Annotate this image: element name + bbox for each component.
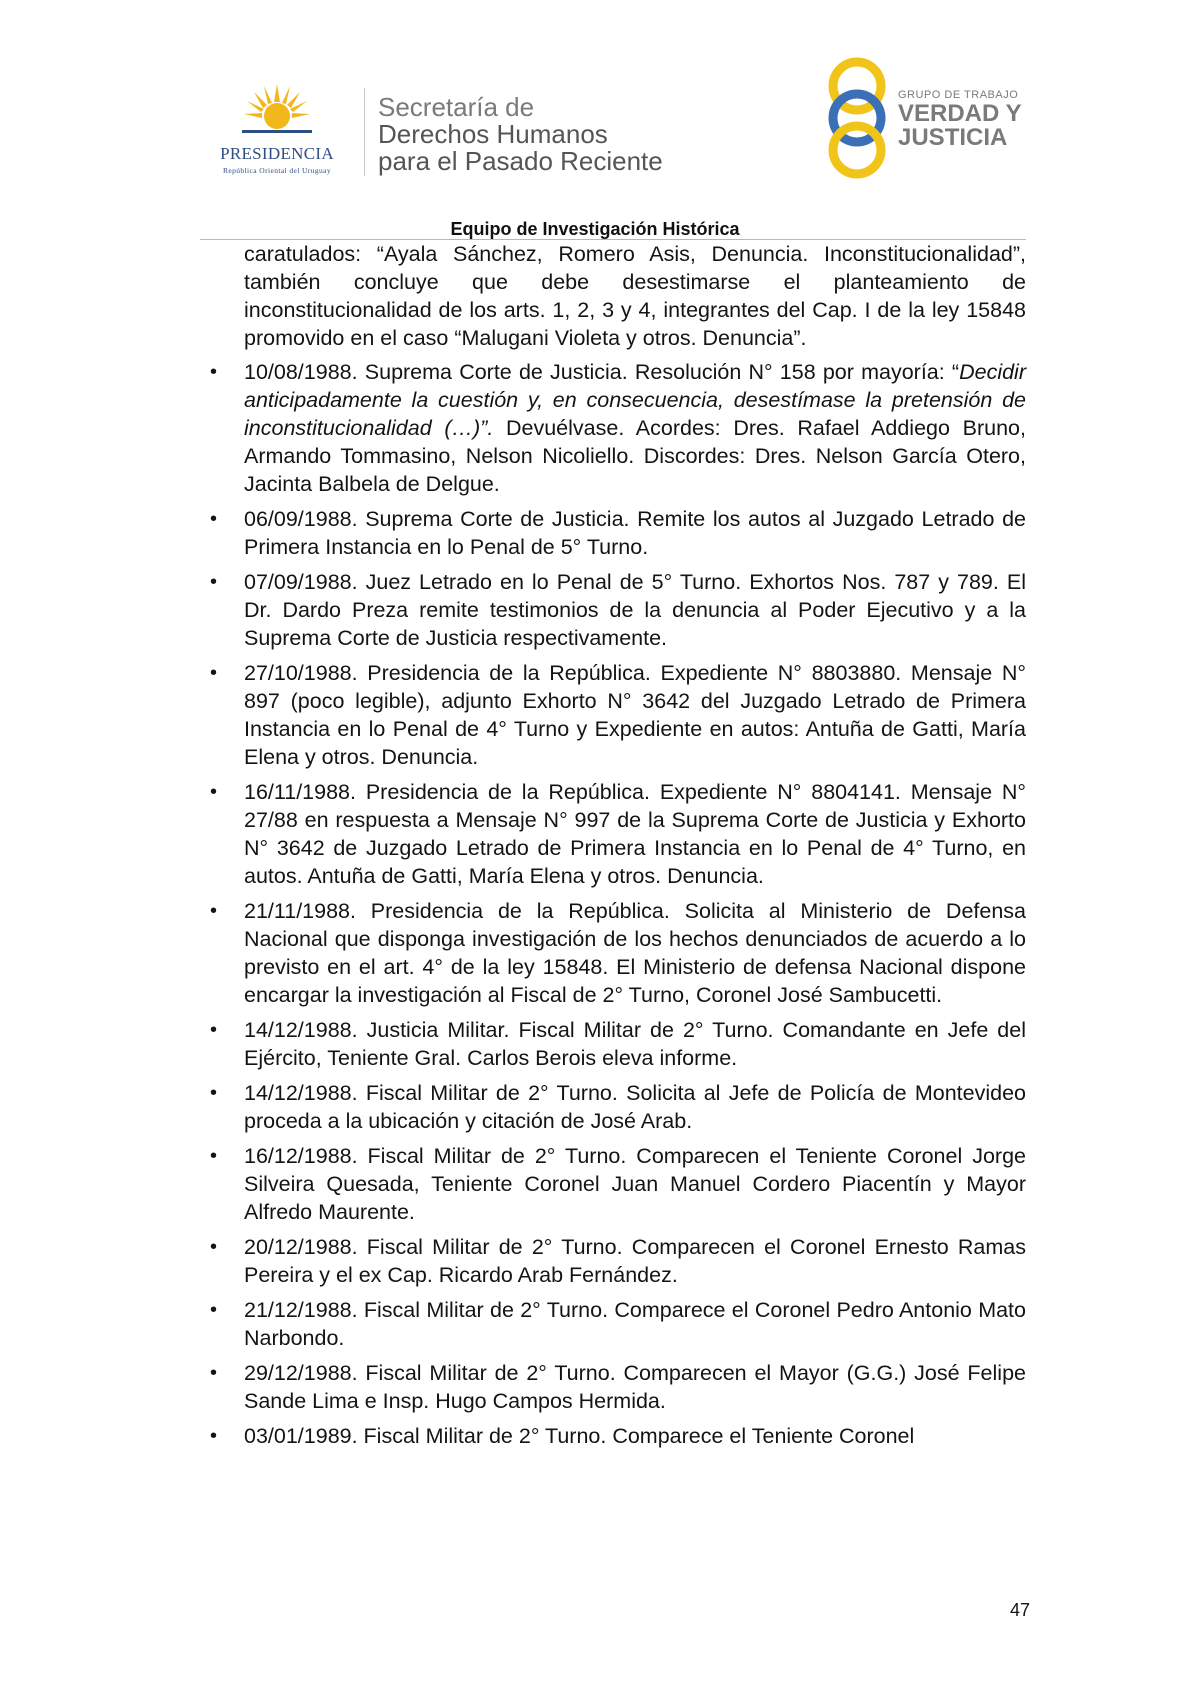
- document-body: [244, 240, 1026, 1457]
- list-item: • 21/12/1988. Fiscal Militar de 2° Turno. Comparece el Coronel Pedro Antonio Mato Narbondo.: [244, 1296, 1026, 1352]
- list-item: • 07/09/1988. Juez Letrado en lo Penal de 5° Turno. Exhortos Nos. 787 y 789. El Dr. Dardo Preza remite testimonios de la denuncia al Poder Ejecutivo y a la Suprema Corte de Justicia respectivamente.: [244, 568, 1026, 652]
- secretaria-line-3: para el Pasado Reciente: [378, 146, 663, 176]
- list-item: • 03/01/1989. Fiscal Militar de 2° Turno. Comparece el Teniente Coronel: [244, 1422, 1026, 1450]
- vj-small-label: GRUPO DE TRABAJO: [898, 89, 1019, 101]
- vj-title-line-2: JUSTICIA: [898, 124, 1008, 151]
- presidencia-logo: [198, 82, 356, 178]
- secretaria-logo-text: [378, 94, 663, 175]
- item-text: Devuélvase. Acordes: Dres. Rafael Addiego Bruno, Armando Tommasino, Nelson Nicoliello. Discordes: Dres. Nelson García Otero, Jacinta Balbela de Delgue.: [244, 416, 1026, 496]
- item-italic-quote: Decidir anticipadamente la cuestión y, en consecuencia, desestímase la pretensión de inconstitucionalidad (…)”.: [244, 360, 1026, 440]
- list-item: • 14/12/1988. Fiscal Militar de 2° Turno. Solicita al Jefe de Policía de Montevideo proceda a la ubicación y citación de José Arab.: [244, 1079, 1026, 1135]
- chronology-list: [244, 358, 1026, 1450]
- page-number: 47: [1009, 1600, 1030, 1620]
- verdad-justicia-logo: [822, 56, 1032, 180]
- secretaria-line-1: Secretaría de: [378, 92, 535, 122]
- vj-title: [898, 102, 1022, 150]
- list-item: • 27/10/1988. Presidencia de la República. Expediente N° 8803880. Mensaje N° 897 (poco legible), adjunto Exhorto N° 3642 del Juzgado Letrado de Primera Instancia en lo Penal de 4° Turno y Expediente en autos: Antuña de Gatti, María Elena y otros. Denuncia.: [244, 659, 1026, 771]
- list-item: • 29/12/1988. Fiscal Militar de 2° Turno. Comparecen el Mayor (G.G.) José Felipe Sande Lima e Insp. Hugo Campos Hermida.: [244, 1359, 1026, 1415]
- sun-icon: [242, 82, 312, 142]
- presidencia-subtitle: República Oriental del Uruguay: [222, 166, 331, 175]
- vj-title-line-1: VERDAD Y: [898, 100, 1022, 127]
- secretaria-line-2: Derechos Humanos: [378, 119, 608, 149]
- list-item: • 06/09/1988. Suprema Corte de Justicia. Remite los autos al Juzgado Letrado de Primera Instancia en lo Penal de 5° Turno.: [244, 505, 1026, 561]
- list-item: • 20/12/1988. Fiscal Militar de 2° Turno. Comparecen el Coronel Ernesto Ramas Pereira y el ex Cap. Ricardo Arab Fernández.: [244, 1233, 1026, 1289]
- list-item: • 16/12/1988. Fiscal Militar de 2° Turno. Comparecen el Teniente Coronel Jorge Silveira Quesada, Teniente Coronel Juan Manuel Cordero Piacentín y Mayor Alfredo Maurente.: [244, 1142, 1026, 1226]
- list-item: [244, 358, 1026, 498]
- list-item: • 21/11/1988. Presidencia de la República. Solicita al Ministerio de Defensa Nacional que disponga investigación de los hechos denunciados de acuerdo a lo previsto en el art. 4° de la ley 15848. El Ministerio de defensa Nacional dispone encargar la investigación al Fiscal de 2° Turno, Coronel José Sambucetti.: [244, 897, 1026, 1009]
- list-item: • 14/12/1988. Justicia Militar. Fiscal Militar de 2° Turno. Comandante en Jefe del Ejército, Teniente Gral. Carlos Berois eleva informe.: [244, 1016, 1026, 1072]
- list-item: • 16/11/1988. Presidencia de la República. Expediente N° 8804141. Mensaje N° 27/88 en respuesta a Mensaje N° 997 de la Suprema Corte de Justicia y Exhorto N° 3642 de Juzgado Letrado de Primera Instancia en lo Penal de 4° Turno, en autos. Antuña de Gatti, María Elena y otros. Denuncia.: [244, 778, 1026, 890]
- header-divider: [364, 88, 365, 176]
- item-text: 10/08/1988. Suprema Corte de Justicia. Resolución N° 158 por mayoría: “: [244, 360, 960, 384]
- presidencia-name: PRESIDENCIA: [220, 144, 334, 163]
- rings-icon: [822, 56, 892, 180]
- intro-paragraph: caratulados: “Ayala Sánchez, Romero Asis, Denuncia. Inconstitucionalidad”, también concluye que debe desestimarse el planteamiento de inconstitucionalidad de los arts. 1, 2, 3 y 4, integrantes del Cap. I de la ley 15848 promovido en el caso “Malugani Violeta y otros. Denuncia”.: [244, 242, 1026, 350]
- team-heading: Equipo de Investigación Histórica: [450, 219, 740, 239]
